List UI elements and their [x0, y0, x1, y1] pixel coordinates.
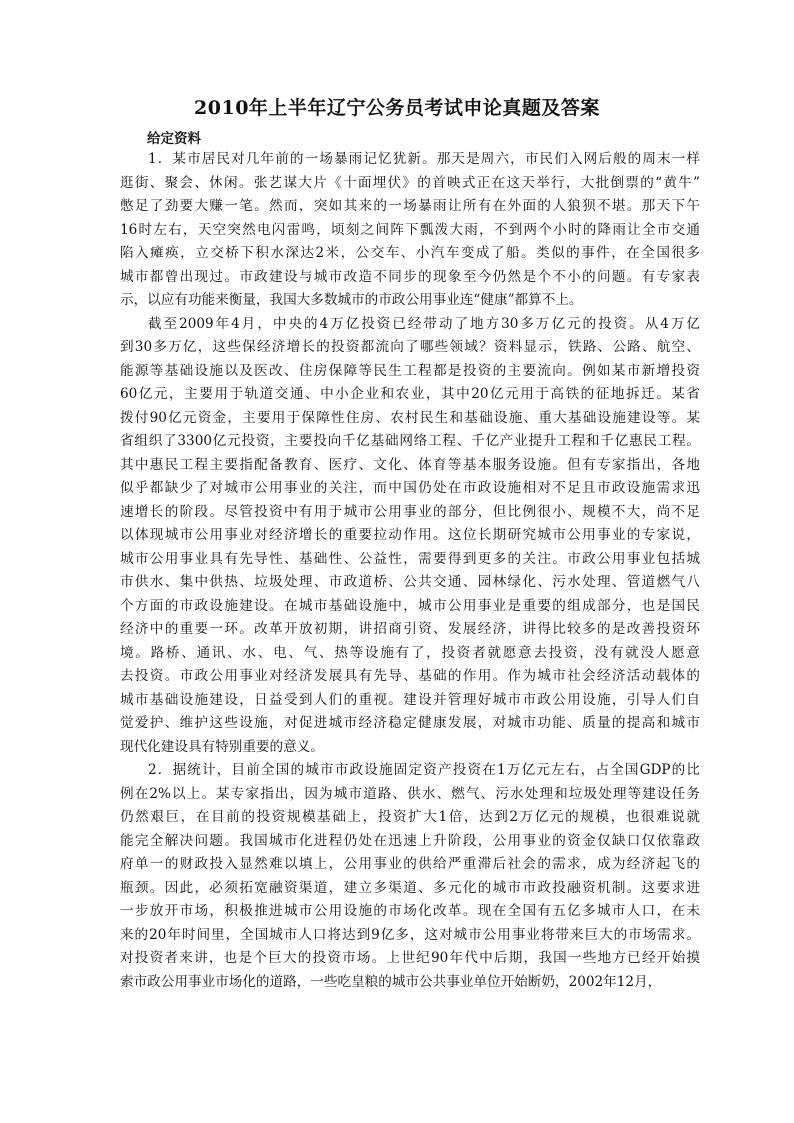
- text-line: 拨付90亿元资金，主要用于保障性住房、农村民生和基础设施、重大基础设施建设等。某: [120, 409, 700, 426]
- text-line: 瓶颈。因此，必须拓宽融资渠道，建立多渠道、多元化的城市市政投融资机制。这要求进: [120, 879, 700, 896]
- text-line: 能源等基础设施以及医改、住房保障等民生工程都是投资的主要流向。例如某市新增投资: [120, 362, 700, 379]
- text-line: 其中惠民工程主要指配备教育、医疗、文化、体育等基本服务设施。但有专家指出，各地: [120, 456, 700, 473]
- text-line: 境。路桥、通讯、水、电、气、热等设施有了，投资者就愿意去投资，没有就没人愿意: [120, 644, 700, 661]
- text-line: 60亿元，主要用于轨道交通、中小企业和农业，其中20亿元用于高铁的征地拆迁。某省: [120, 386, 700, 402]
- text-line: 似乎都缺少了对城市公用事业的关注，而中国仍处在市政设施相对不足且市政设施需求迅: [120, 480, 700, 496]
- text-line: 以体现城市公用事业对经济增长的重要拉动作用。这位长期研究城市公用事业的专家说，: [120, 527, 700, 543]
- text-line: 现代化建设具有特别重要的意义。: [120, 738, 324, 755]
- text-line: 逛街、聚会、休闲。张艺谋大片《十面埋伏》的首映式正在这天举行，大批倒票的“黄牛”: [120, 174, 700, 191]
- text-line: 示，以应有功能来衡量，我国大多数城市的市政公用事业连“健康”都算不上。: [120, 292, 583, 308]
- text-line: 觉爱护、维护这些设施，对促进城市经济稳定健康发展，对城市功能、质量的提高和城市: [120, 715, 700, 731]
- text-line: 经济中的重要一环。改革开放初期，讲招商引资、发展经济，讲得比较多的是改善投资环: [120, 621, 700, 637]
- text-line: 省组织了3300亿元投资，主要投向千亿基础网络工程、千亿产业提升工程和千亿惠民工程。: [120, 433, 700, 449]
- text-line: 憋足了劲要大赚一笔。然而，突如其来的一场暴雨让所有在外面的人狼狈不堪。那天下午: [120, 198, 700, 214]
- text-line: 截至2009年4月，中央的4万亿投资已经带动了地方30多万亿元的投资。从4万亿: [148, 315, 700, 332]
- text-line: 城市都曾出现过。市政建设与城市改造不同步的现象至今仍然是个不小的问题。有专家表: [120, 268, 700, 285]
- text-line: 16时左右，天空突然电闪雷鸣，顷刻之间阵下瓢泼大雨，不到两个小时的降雨让全市交通: [120, 221, 700, 238]
- paragraph: [120, 148, 700, 313]
- text-line: 仍然艰巨，在目前的投资规模基础上，投资扩大1倍，达到2万亿元的规模，也很难说就: [120, 809, 700, 825]
- paragraph: [120, 759, 700, 994]
- text-line: 2．据统计，目前全国的城市市政设施固定资产投资在1万亿元左右，占全国GDP的比: [148, 762, 700, 778]
- text-line: 能完全解决问题。我国城市化进程仍处在迅速上升阶段，公用事业的资金仅缺口仅依靠政: [120, 832, 700, 849]
- text-line: 来的20年时间里，全国城市人口将达到9亿多，这对城市公用事业将带来巨大的市场需求。: [120, 926, 700, 943]
- text-line: 索市政公用事业市场化的道路，一些吃皇粮的城市公共事业单位开始断奶，2002年12月，: [120, 973, 662, 990]
- section-heading: 给定资料: [147, 131, 201, 147]
- text-line: 市供水、集中供热、垃圾处理、市政道桥、公共交通、园林绿化、污水处理、管道燃气八: [120, 574, 700, 590]
- text-line: 到30多万亿，这些保经济增长的投资都流向了哪些领域？资料显示，铁路、公路、航空、: [120, 339, 700, 355]
- paragraph: [120, 313, 700, 760]
- text-line: 城市基础设施建设，日益受到人们的重视。建设并管理好城市市政公用设施，引导人们自: [120, 691, 700, 708]
- document-body: [120, 148, 700, 994]
- text-line: 对投资者来讲，也是个巨大的投资市场。上世纪90年代中后期，我国一些地方已经开始摸: [120, 950, 700, 966]
- text-line: 一步放开市场，积极推进城市公用设施的市场化改革。现在全国有五亿多城市人口，在未: [120, 903, 700, 919]
- text-line: 速增长的阶段。尽管投资中有用于城市公用事业的部分，但比例很小、规模不大，尚不足: [120, 503, 700, 520]
- text-line: 1．某市居民对几年前的一场暴雨记忆犹新。那天是周六，市民们入网后般的周末一样: [148, 151, 700, 167]
- text-line: 个方面的市政设施建设。在城市基础设施中，城市公用事业是重要的组成部分，也是国民: [120, 597, 700, 614]
- text-line: 陷入瘫痪，立交桥下积水深达2米，公交车、小汽车变成了船。类似的事件，在全国很多: [120, 245, 700, 261]
- document-title: 2010年上半年辽宁公务员考试申论真题及答案: [194, 97, 600, 119]
- text-line: 去投资。市政公用事业对经济发展具有先导、基础的作用。作为城市社会经济活动载体的: [120, 668, 700, 684]
- text-line: 城市公用事业具有先导性、基础性、公益性，需要得到更多的关注。市政公用事业包括城: [120, 550, 700, 567]
- text-line: 例在2%以上。某专家指出，因为城市道路、供水、燃气、污水处理和垃圾处理等建设任务: [120, 785, 700, 802]
- text-line: 府单一的财政投入显然难以填上，公用事业的供给严重滞后社会的需求，成为经济起飞的: [120, 856, 700, 872]
